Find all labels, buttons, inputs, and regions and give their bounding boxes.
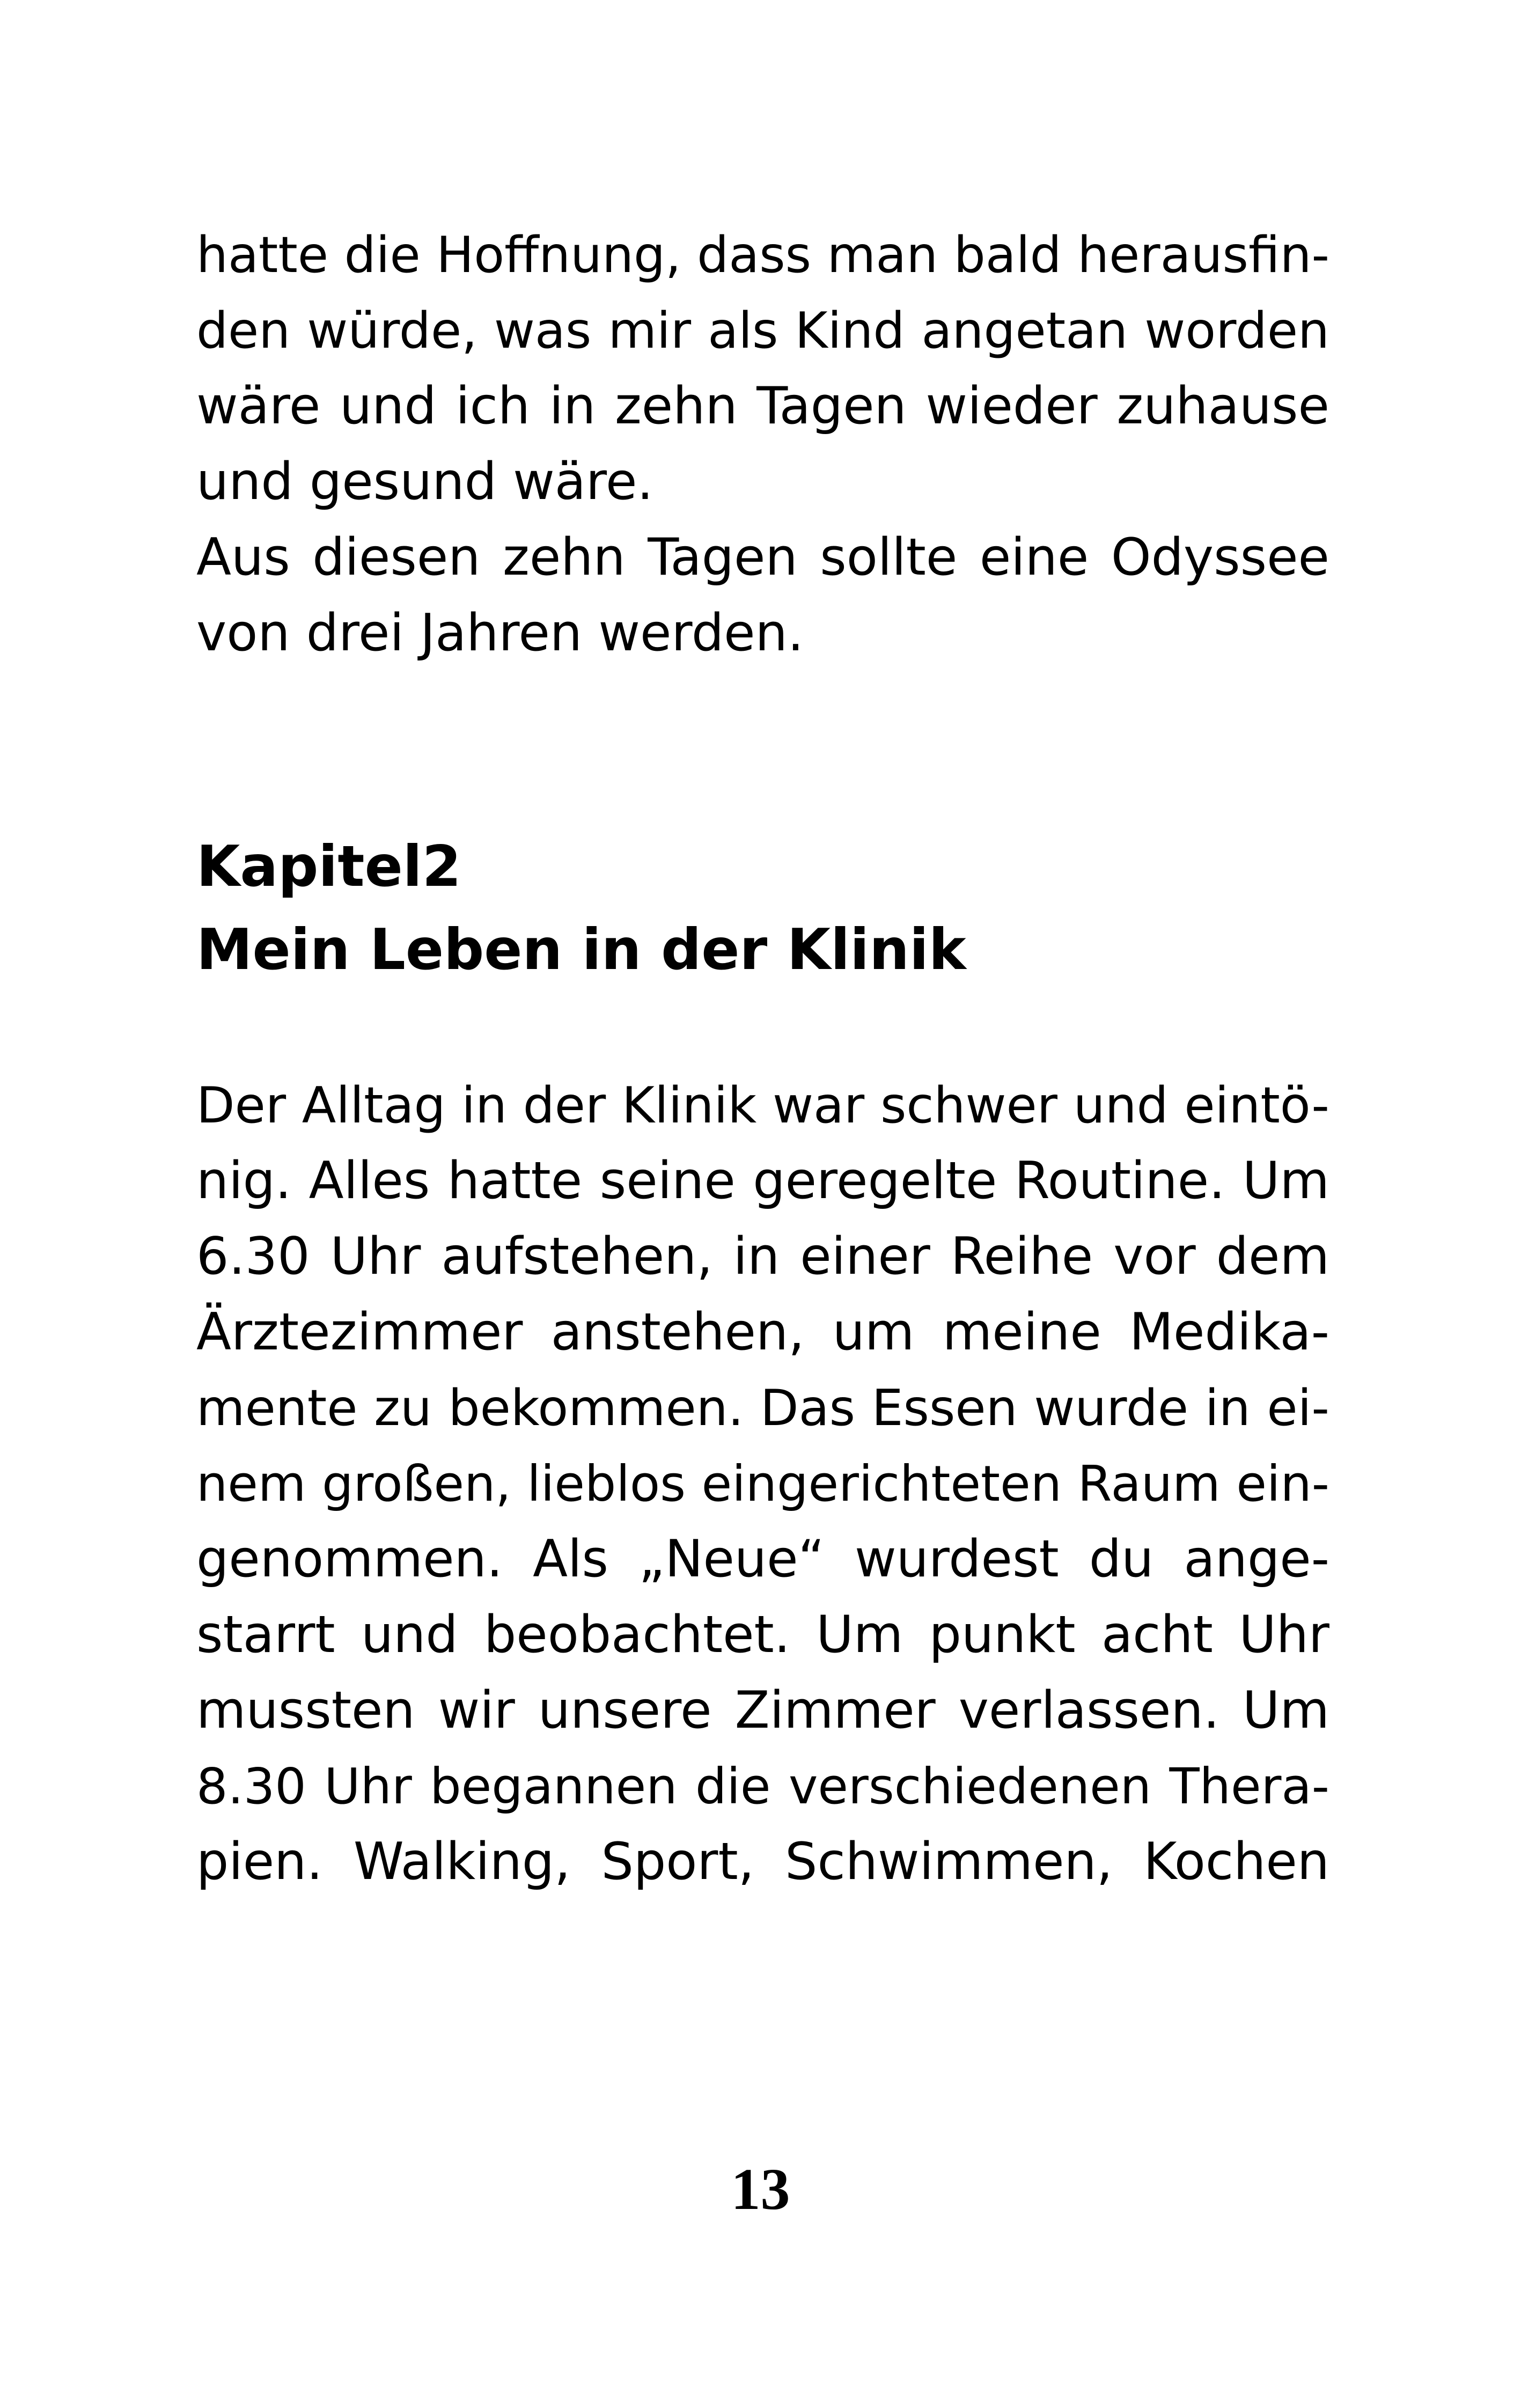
chapter-title: Mein Leben in der Klinik	[196, 917, 966, 982]
text-line: von drei Jahren werden.	[196, 604, 804, 663]
text-line: mente zu bekommen. Das Essen wurde in ei-	[196, 1379, 1329, 1437]
chapter-number: Kapitel2	[196, 834, 461, 899]
text-line: Der Alltag in der Klinik war schwer und eintö-	[196, 1076, 1329, 1134]
text-line: wäre und ich in zehn Tagen wieder zuhause	[196, 377, 1329, 436]
page-number: 13	[731, 2156, 790, 2222]
text-line: Aus diesen zehn Tagen sollte eine Odyssee	[196, 528, 1329, 587]
text-line: pien. Walking, Sport, Schwimmen, Kochen	[196, 1832, 1329, 1891]
text-line: Ärztezimmer anstehen, um meine Medika-	[196, 1303, 1329, 1362]
text-line: den würde, was mir als Kind angetan worden	[196, 302, 1329, 359]
text-line: hatte die Hoffnung, dass man bald herausfin-	[196, 226, 1329, 284]
text-line: 8.30 Uhr begannen die verschiedenen Thera-	[196, 1758, 1329, 1815]
text-line: nig. Alles hatte seine geregelte Routine. Um	[196, 1151, 1329, 1210]
text-line: und gesund wäre.	[196, 452, 653, 511]
text-line: genommen. Als „Neue“ wurdest du ange-	[196, 1530, 1329, 1589]
text-line: mussten wir unsere Zimmer verlassen. Um	[196, 1681, 1329, 1740]
text-line: 6.30 Uhr aufstehen, in einer Reihe vor dem	[196, 1227, 1329, 1286]
text-line: nem großen, lieblos eingerichteten Raum ein-	[196, 1455, 1329, 1513]
text-line: starrt und beobachtet. Um punkt acht Uhr	[196, 1605, 1329, 1664]
